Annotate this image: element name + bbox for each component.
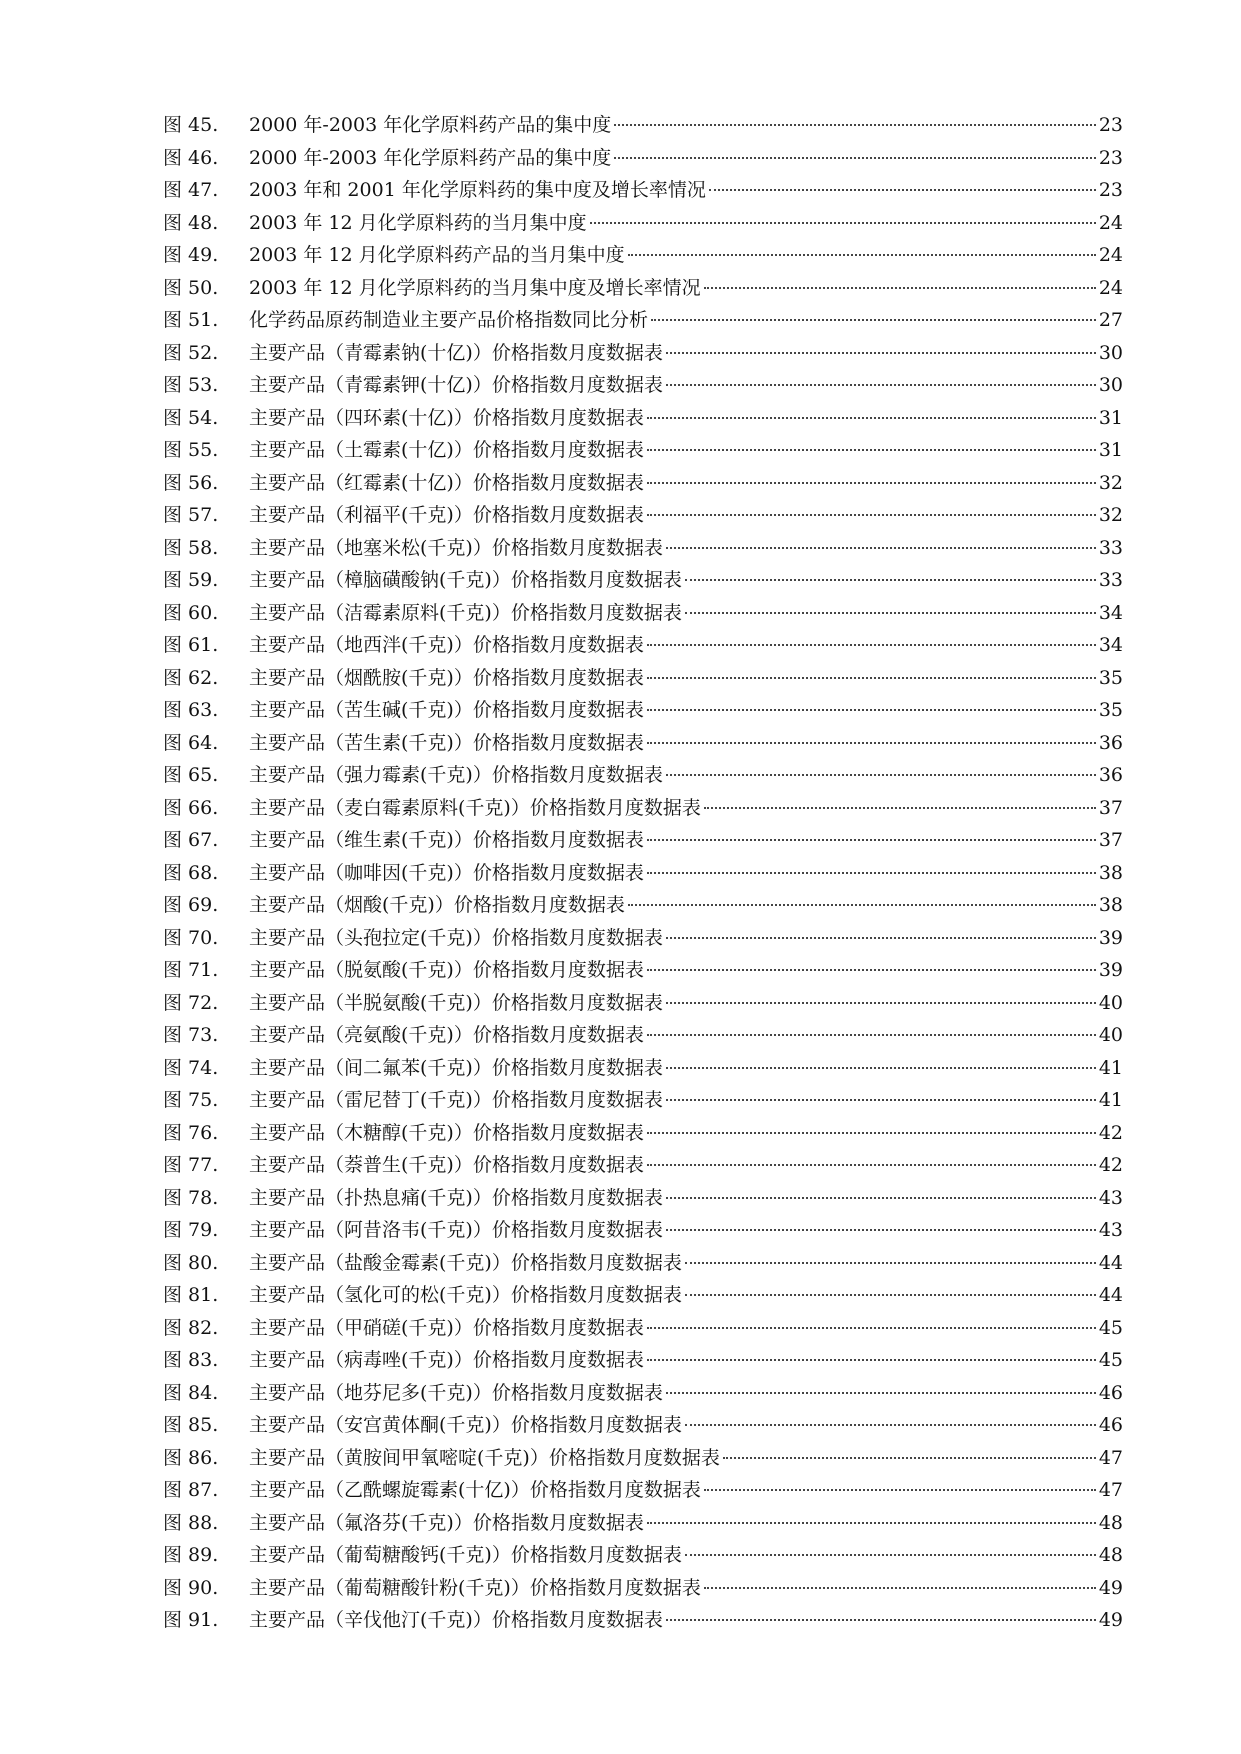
figure-title: 2003 年 12 月化学原料药的当月集中度及增长率情况 — [249, 276, 701, 299]
figure-title: 主要产品（半脱氨酸(千克)）价格指数月度数据表 — [249, 991, 663, 1014]
page-number: 32 — [1098, 504, 1123, 526]
figure-number: 图 56. — [163, 471, 219, 494]
figure-number: 图 75. — [163, 1089, 219, 1111]
figure-title: 主要产品（四环素(十亿)）价格指数月度数据表 — [249, 406, 644, 429]
dot-leader — [647, 677, 1096, 679]
dot-leader — [647, 839, 1096, 841]
page-number: 41 — [1098, 1056, 1123, 1079]
figure-number: 图 65. — [163, 764, 219, 786]
figure-number: 图 88. — [163, 1511, 219, 1534]
page-number: 40 — [1098, 1024, 1123, 1046]
toc-entry[interactable] — [163, 1214, 1123, 1247]
page-number: 48 — [1098, 1511, 1123, 1534]
page-number: 36 — [1098, 764, 1123, 786]
figure-number: 图 91. — [163, 1609, 219, 1631]
toc-entry[interactable] — [163, 402, 1123, 435]
figure-number: 图 64. — [163, 731, 219, 754]
figure-number: 图 58. — [163, 536, 219, 559]
figure-title: 主要产品（间二氟苯(千克)）价格指数月度数据表 — [249, 1056, 663, 1079]
figure-title: 主要产品（烟酸(千克)）价格指数月度数据表 — [249, 894, 625, 916]
toc-entry[interactable] — [163, 239, 1123, 272]
page-number: 46 — [1098, 1414, 1123, 1436]
dot-leader — [666, 1619, 1096, 1621]
page-number: 39 — [1098, 926, 1123, 949]
toc-entry[interactable] — [163, 987, 1123, 1020]
dot-leader — [647, 644, 1096, 646]
figure-title: 主要产品（地西泮(千克)）价格指数月度数据表 — [249, 634, 644, 656]
figure-title: 2003 年 12 月化学原料药产品的当月集中度 — [249, 244, 625, 266]
figure-title: 主要产品（洁霉素原料(千克)）价格指数月度数据表 — [249, 601, 682, 624]
dot-leader — [704, 287, 1096, 289]
toc-entry[interactable] — [163, 207, 1123, 240]
toc-entry[interactable] — [163, 1409, 1123, 1442]
toc-entry[interactable] — [163, 1474, 1123, 1507]
page-number: 49 — [1098, 1576, 1123, 1599]
figure-title: 主要产品（扑热息痛(千克)）价格指数月度数据表 — [249, 1186, 663, 1209]
figure-title: 主要产品（亮氨酸(千克)）价格指数月度数据表 — [249, 1024, 644, 1046]
dot-leader — [647, 709, 1096, 711]
figure-number: 图 83. — [163, 1349, 219, 1371]
figure-title: 主要产品（辛伐他汀(千克)）价格指数月度数据表 — [249, 1609, 663, 1631]
figure-number: 图 63. — [163, 699, 219, 721]
figure-number: 图 45. — [163, 114, 219, 136]
toc-entry[interactable] — [163, 824, 1123, 857]
figure-title: 主要产品（病毒唑(千克)）价格指数月度数据表 — [249, 1349, 644, 1371]
dot-leader — [647, 1132, 1096, 1134]
figure-number: 图 68. — [163, 861, 219, 884]
dot-leader — [685, 579, 1096, 581]
figure-number: 图 48. — [163, 211, 219, 234]
page-number: 39 — [1098, 959, 1123, 981]
figure-number: 图 54. — [163, 406, 219, 429]
figure-number: 图 67. — [163, 829, 219, 851]
figure-number: 图 80. — [163, 1251, 219, 1274]
toc-entry[interactable] — [163, 727, 1123, 760]
figure-number: 图 77. — [163, 1154, 219, 1176]
dot-leader — [685, 1262, 1096, 1264]
dot-leader — [647, 449, 1096, 451]
figure-number: 图 78. — [163, 1186, 219, 1209]
figure-number: 图 82. — [163, 1316, 219, 1339]
page-number: 31 — [1098, 439, 1123, 461]
page-number: 32 — [1098, 471, 1123, 494]
page-number: 34 — [1098, 601, 1123, 624]
dot-leader — [647, 872, 1096, 874]
figure-number: 图 52. — [163, 341, 219, 364]
page-number: 42 — [1098, 1154, 1123, 1176]
figure-number: 图 84. — [163, 1381, 219, 1404]
page-number: 46 — [1098, 1381, 1123, 1404]
figure-number: 图 47. — [163, 179, 219, 201]
dot-leader — [666, 1002, 1096, 1004]
figure-number: 图 74. — [163, 1056, 219, 1079]
page-number: 36 — [1098, 731, 1123, 754]
figure-number: 图 73. — [163, 1024, 219, 1046]
figure-title: 主要产品（雷尼替丁(千克)）价格指数月度数据表 — [249, 1089, 663, 1111]
dot-leader — [704, 1587, 1096, 1589]
figure-number: 图 72. — [163, 991, 219, 1014]
figure-title: 主要产品（咖啡因(千克)）价格指数月度数据表 — [249, 861, 644, 884]
page-number: 34 — [1098, 634, 1123, 656]
figure-title: 主要产品（氢化可的松(千克)）价格指数月度数据表 — [249, 1284, 682, 1306]
dot-leader — [666, 1197, 1096, 1199]
dot-leader — [628, 254, 1096, 256]
toc-entry[interactable] — [163, 434, 1123, 467]
figure-title: 主要产品（安宫黄体酮(千克)）价格指数月度数据表 — [249, 1414, 682, 1436]
figure-number: 图 79. — [163, 1219, 219, 1241]
page-number: 23 — [1098, 146, 1123, 169]
dot-leader — [685, 1554, 1096, 1556]
toc-entry[interactable] — [163, 499, 1123, 532]
figure-title: 主要产品（黄胺间甲氧嘧啶(千克)）价格指数月度数据表 — [249, 1446, 720, 1469]
toc-entry[interactable] — [163, 759, 1123, 792]
page-number: 41 — [1098, 1089, 1123, 1111]
dot-leader — [628, 904, 1096, 906]
dot-leader — [685, 1424, 1096, 1426]
figure-title: 化学药品原药制造业主要产品价格指数同比分析 — [249, 309, 649, 331]
dot-leader — [647, 1359, 1096, 1361]
figure-title: 2003 年 12 月化学原料药的当月集中度 — [249, 211, 587, 234]
toc-entry[interactable] — [163, 174, 1123, 207]
figure-number: 图 50. — [163, 276, 219, 299]
figure-title: 主要产品（葡萄糖酸针粉(千克)）价格指数月度数据表 — [249, 1576, 701, 1599]
page-number: 42 — [1098, 1121, 1123, 1144]
figure-number: 图 51. — [163, 309, 219, 331]
page-number: 45 — [1098, 1349, 1123, 1371]
figure-title: 主要产品（地塞米松(千克)）价格指数月度数据表 — [249, 536, 663, 559]
toc-entry[interactable] — [163, 922, 1123, 955]
figure-title: 2000 年-2003 年化学原料药产品的集中度 — [249, 146, 612, 169]
toc-entry[interactable] — [163, 272, 1123, 305]
figure-number: 图 46. — [163, 146, 219, 169]
dot-leader — [709, 189, 1096, 191]
figure-title: 主要产品（维生素(千克)）价格指数月度数据表 — [249, 829, 644, 851]
figure-title: 主要产品（甲硝磋(千克)）价格指数月度数据表 — [249, 1316, 644, 1339]
toc-entry[interactable] — [163, 1604, 1123, 1637]
figure-title: 主要产品（苦生素(千克)）价格指数月度数据表 — [249, 731, 644, 754]
page-number: 47 — [1098, 1446, 1123, 1469]
figure-title: 主要产品（麦白霉素原料(千克)）价格指数月度数据表 — [249, 796, 701, 819]
dot-leader — [666, 774, 1096, 776]
page-number: 24 — [1098, 211, 1123, 234]
dot-leader — [685, 612, 1096, 614]
figure-number: 图 60. — [163, 601, 219, 624]
toc-entry[interactable] — [163, 1247, 1123, 1280]
page-number: 27 — [1098, 309, 1123, 331]
figure-title: 主要产品（土霉素(十亿)）价格指数月度数据表 — [249, 439, 644, 461]
figure-title: 2000 年-2003 年化学原料药产品的集中度 — [249, 114, 612, 136]
page-number: 23 — [1098, 114, 1123, 136]
dot-leader — [614, 124, 1096, 126]
toc-entry[interactable] — [163, 857, 1123, 890]
figure-title: 主要产品（盐酸金霉素(千克)）价格指数月度数据表 — [249, 1251, 682, 1274]
toc-entry[interactable] — [163, 532, 1123, 565]
figure-number: 图 57. — [163, 504, 219, 526]
page-number: 45 — [1098, 1316, 1123, 1339]
dot-leader — [666, 352, 1096, 354]
figure-number: 图 76. — [163, 1121, 219, 1144]
toc-entry[interactable] — [163, 1117, 1123, 1150]
figure-title: 主要产品（樟脑磺酸钠(千克)）价格指数月度数据表 — [249, 569, 682, 591]
figure-number: 图 49. — [163, 244, 219, 266]
dot-leader — [647, 969, 1096, 971]
toc-entry[interactable] — [163, 597, 1123, 630]
figure-title: 主要产品（萘普生(千克)）价格指数月度数据表 — [249, 1154, 644, 1176]
figure-title: 主要产品（青霉素钾(十亿)）价格指数月度数据表 — [249, 374, 663, 396]
page-number: 31 — [1098, 406, 1123, 429]
figure-title: 主要产品（头孢拉定(千克)）价格指数月度数据表 — [249, 926, 663, 949]
figure-number: 图 86. — [163, 1446, 219, 1469]
figure-number: 图 81. — [163, 1284, 219, 1306]
page-number: 44 — [1098, 1251, 1123, 1274]
toc-entry[interactable] — [163, 1084, 1123, 1117]
page-number: 43 — [1098, 1219, 1123, 1241]
figure-title: 主要产品（利福平(千克)）价格指数月度数据表 — [249, 504, 644, 526]
dot-leader — [647, 514, 1096, 516]
figure-title: 主要产品（葡萄糖酸钙(千克)）价格指数月度数据表 — [249, 1544, 682, 1566]
dot-leader — [647, 742, 1096, 744]
toc-entry[interactable] — [163, 629, 1123, 662]
page-number: 24 — [1098, 244, 1123, 266]
page-number: 24 — [1098, 276, 1123, 299]
toc-entry[interactable] — [163, 564, 1123, 597]
dot-leader — [666, 1392, 1096, 1394]
page-number: 48 — [1098, 1544, 1123, 1566]
dot-leader — [651, 319, 1096, 321]
dot-leader — [704, 807, 1096, 809]
dot-leader — [666, 937, 1096, 939]
figure-number: 图 90. — [163, 1576, 219, 1599]
toc-entry[interactable] — [163, 1572, 1123, 1605]
dot-leader — [666, 1229, 1096, 1231]
dot-leader — [647, 417, 1096, 419]
page-number: 33 — [1098, 569, 1123, 591]
dot-leader — [723, 1457, 1096, 1459]
page-number: 30 — [1098, 374, 1123, 396]
page-number: 37 — [1098, 829, 1123, 851]
toc-entry[interactable] — [163, 467, 1123, 500]
figure-number: 图 70. — [163, 926, 219, 949]
dot-leader — [647, 1522, 1096, 1524]
page-number: 40 — [1098, 991, 1123, 1014]
dot-leader — [666, 1067, 1096, 1069]
toc-entry[interactable] — [163, 109, 1123, 142]
figure-number: 图 85. — [163, 1414, 219, 1436]
figure-title: 主要产品（红霉素(十亿)）价格指数月度数据表 — [249, 471, 644, 494]
table-of-figures — [163, 109, 1123, 1637]
toc-entry[interactable] — [163, 1182, 1123, 1215]
toc-entry[interactable] — [163, 694, 1123, 727]
page-number: 30 — [1098, 341, 1123, 364]
toc-entry[interactable] — [163, 1019, 1123, 1052]
figure-title: 主要产品（苦生碱(千克)）价格指数月度数据表 — [249, 699, 644, 721]
dot-leader — [590, 222, 1096, 224]
page-number: 49 — [1098, 1609, 1123, 1631]
figure-number: 图 53. — [163, 374, 219, 396]
figure-title: 主要产品（氟洛芬(千克)）价格指数月度数据表 — [249, 1511, 644, 1534]
figure-number: 图 59. — [163, 569, 219, 591]
toc-entry[interactable] — [163, 142, 1123, 175]
toc-entry[interactable] — [163, 662, 1123, 695]
figure-number: 图 61. — [163, 634, 219, 656]
page-number: 38 — [1098, 861, 1123, 884]
dot-leader — [666, 1099, 1096, 1101]
toc-entry[interactable] — [163, 1312, 1123, 1345]
dot-leader — [685, 1294, 1096, 1296]
figure-title: 主要产品（木糖醇(千克)）价格指数月度数据表 — [249, 1121, 644, 1144]
figure-number: 图 66. — [163, 796, 219, 819]
toc-entry[interactable] — [163, 1344, 1123, 1377]
figure-title: 主要产品（青霉素钠(十亿)）价格指数月度数据表 — [249, 341, 663, 364]
toc-entry[interactable] — [163, 1507, 1123, 1540]
toc-entry[interactable] — [163, 1539, 1123, 1572]
toc-entry[interactable] — [163, 1279, 1123, 1312]
toc-entry[interactable] — [163, 1442, 1123, 1475]
page-number: 38 — [1098, 894, 1123, 916]
page-number: 35 — [1098, 699, 1123, 721]
toc-entry[interactable] — [163, 1052, 1123, 1085]
figure-number: 图 71. — [163, 959, 219, 981]
toc-entry[interactable] — [163, 369, 1123, 402]
toc-entry[interactable] — [163, 954, 1123, 987]
page-number: 37 — [1098, 796, 1123, 819]
toc-entry[interactable] — [163, 304, 1123, 337]
dot-leader — [647, 482, 1096, 484]
page-number: 33 — [1098, 536, 1123, 559]
page-number: 35 — [1098, 666, 1123, 689]
dot-leader — [647, 1164, 1096, 1166]
figure-title: 主要产品（烟酰胺(千克)）价格指数月度数据表 — [249, 666, 644, 689]
figure-number: 图 87. — [163, 1479, 219, 1501]
figure-title: 主要产品（乙酰螺旋霉素(十亿)）价格指数月度数据表 — [249, 1479, 701, 1501]
dot-leader — [704, 1489, 1096, 1491]
toc-entry[interactable] — [163, 889, 1123, 922]
page-number: 44 — [1098, 1284, 1123, 1306]
dot-leader — [614, 157, 1096, 159]
toc-entry[interactable] — [163, 1377, 1123, 1410]
figure-title: 主要产品（强力霉素(千克)）价格指数月度数据表 — [249, 764, 663, 786]
dot-leader — [666, 384, 1096, 386]
figure-number: 图 55. — [163, 439, 219, 461]
dot-leader — [666, 547, 1096, 549]
figure-title: 主要产品（阿昔洛韦(千克)）价格指数月度数据表 — [249, 1219, 663, 1241]
page-number: 43 — [1098, 1186, 1123, 1209]
figure-number: 图 89. — [163, 1544, 219, 1566]
toc-entry[interactable] — [163, 337, 1123, 370]
dot-leader — [647, 1034, 1096, 1036]
figure-title: 主要产品（脱氨酸(千克)）价格指数月度数据表 — [249, 959, 644, 981]
dot-leader — [647, 1327, 1096, 1329]
figure-title: 主要产品（地芬尼多(千克)）价格指数月度数据表 — [249, 1381, 663, 1404]
page-number: 23 — [1098, 179, 1123, 201]
page-number: 47 — [1098, 1479, 1123, 1501]
figure-number: 图 69. — [163, 894, 219, 916]
toc-entry[interactable] — [163, 792, 1123, 825]
figure-number: 图 62. — [163, 666, 219, 689]
figure-title: 2003 年和 2001 年化学原料药的集中度及增长率情况 — [249, 179, 706, 201]
toc-entry[interactable] — [163, 1149, 1123, 1182]
